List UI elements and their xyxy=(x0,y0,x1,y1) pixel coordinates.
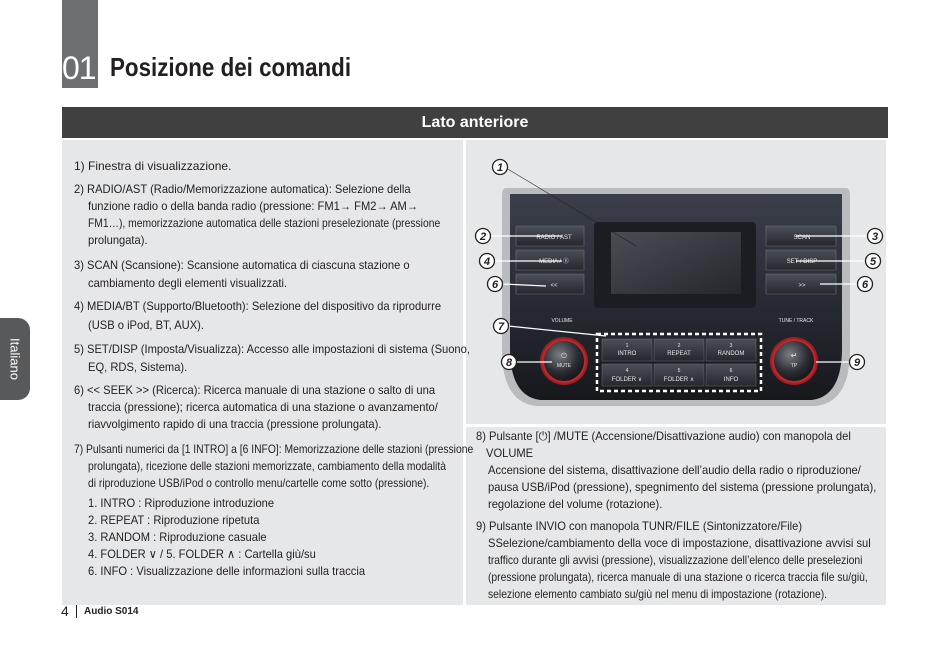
page-title: Posizione dei comandi xyxy=(110,52,352,82)
item-7-line-3: di riproduzione USB/iPod o controllo menu/cartelle come sotto (pressione). xyxy=(88,476,430,490)
svg-text:6: 6 xyxy=(861,279,869,291)
power-icon: ⏻ xyxy=(561,353,567,360)
callout-7 xyxy=(494,319,509,334)
item-5-line-2: EQ, RDS, Sistema). xyxy=(88,360,188,374)
enter-label: TP xyxy=(790,363,798,369)
item-6-line-2: traccia (pressione); ricerca automatica di una stazione o avanzamento/ xyxy=(88,400,438,414)
footer-divider xyxy=(76,605,77,618)
preset-4-num: 4 xyxy=(625,368,629,374)
item-9-line-3: traffico durante gli avvisi (pressione), visualizzazione dell’elenco delle preselezioni xyxy=(488,553,863,567)
preset-4-label: FOLDER ∨ xyxy=(611,377,643,383)
display-window xyxy=(611,232,741,294)
seek-forward-label: >> xyxy=(798,283,806,289)
preset-desc-4-5: 4. FOLDER ∨ / 5. FOLDER ∧ : Cartella giù/su xyxy=(88,547,316,561)
item-6-line-1: 6) << SEEK >> (Ricerca): Ricerca manuale di una stazione o salto di una xyxy=(74,383,436,397)
item-8-line-3: Accensione del sistema, disattivazione dell’audio della radio o riproduzione/ xyxy=(488,463,861,477)
svg-text:7: 7 xyxy=(497,321,505,333)
volume-label: VOLUME xyxy=(551,318,573,324)
callout-9 xyxy=(850,355,865,370)
item-2-line-3: FM1…), memorizzazione automatica delle stazioni preselezionate (pressione xyxy=(88,216,441,230)
language-tab[interactable] xyxy=(0,318,30,400)
svg-text:4: 4 xyxy=(483,256,491,268)
svg-text:6: 6 xyxy=(491,279,499,291)
item-8-line-1: 8) Pulsante [⏻] /MUTE (Accensione/Disattivazione audio) con manopola del xyxy=(476,429,851,443)
callout-8 xyxy=(502,355,517,370)
preset-6-num: 6 xyxy=(729,368,733,374)
mute-label: MUTE xyxy=(556,363,572,369)
chapter-number: 01 xyxy=(62,50,96,86)
media-bt-label: MEDIA / Ⓑ xyxy=(539,259,569,265)
item-4-line-2: (USB o iPod, BT, AUX). xyxy=(88,318,204,332)
preset-3-label: RANDOM xyxy=(717,351,745,357)
item-9-line-1: 9) Pulsante INVIO con manopola TUNR/FILE (Sintonizzatore/File) xyxy=(476,519,803,533)
scan-label: SCAN xyxy=(793,235,811,241)
svg-text:8: 8 xyxy=(505,357,513,369)
item-4-line-1: 4) MEDIA/BT (Supporto/Bluetooth): Selezione del dispositivo da riprodurre xyxy=(74,299,442,313)
item-9-line-5: selezione elemento cambiato su/giù nel menu di impostazione (rotazione). xyxy=(488,587,828,601)
item-2-line-1: 2) RADIO/AST (Radio/Memorizzazione automatica): Selezione della xyxy=(74,182,411,196)
document-title: Audio S014 xyxy=(84,606,139,617)
preset-1-label: INTRO xyxy=(617,351,637,357)
volume-knob[interactable] xyxy=(540,337,588,385)
preset-desc-3: 3. RANDOM : Riproduzione casuale xyxy=(88,530,267,544)
preset-2-num: 2 xyxy=(677,343,681,349)
enter-icon: ↵ xyxy=(790,351,798,360)
preset-desc-6: 6. INFO : Visualizzazione delle informazioni sulla traccia xyxy=(88,564,366,578)
svg-text:3: 3 xyxy=(871,231,879,243)
callout-3 xyxy=(868,229,883,244)
item-3-line-1: 3) SCAN (Scansione): Scansione automatica di ciascuna stazione o xyxy=(74,258,410,272)
item-2-line-2: funzione radio o della banda radio (pressione: FM1→ FM2→ AM→ xyxy=(88,199,419,213)
svg-text:5: 5 xyxy=(869,256,877,268)
item-5-line-1: 5) SET/DISP (Imposta/Visualizza): Accesso alle impostazioni di sistema (Suono, xyxy=(74,342,470,356)
preset-3-num: 3 xyxy=(729,343,733,349)
item-7-line-2: prolungata), ricezione delle stazioni memorizzate, cambiamento della modalità xyxy=(88,459,446,473)
seek-back-label: << xyxy=(550,283,558,289)
radio-ast-label: RADIO / AST xyxy=(536,235,572,241)
svg-text:2: 2 xyxy=(479,231,487,243)
svg-text:1: 1 xyxy=(496,162,504,174)
item-8-line-2: VOLUME xyxy=(486,446,534,460)
section-title: Lato anteriore xyxy=(62,107,888,138)
item-9-line-4: (pressione prolungata), ricerca manuale di una stazione o ricerca traccia file su/giù, xyxy=(488,570,868,584)
audio-unit-illustration xyxy=(466,140,886,424)
item-8-line-4: pausa USB/iPod (pressione), spegnimento del sistema (pressione prolungata), xyxy=(488,480,877,494)
preset-2-label: REPEAT xyxy=(667,351,691,357)
item-6-line-3: riavvolgimento rapido di una traccia (pressione prolungata). xyxy=(88,417,382,431)
tune-knob[interactable] xyxy=(770,337,818,385)
svg-text:9: 9 xyxy=(853,357,861,369)
callout-4 xyxy=(480,254,495,269)
item-9-line-2: SSelezione/cambiamento della voce di impostazione, disattivazione avvisi sul xyxy=(488,536,871,550)
callout-1 xyxy=(493,160,508,175)
preset-6-label: INFO xyxy=(723,377,739,383)
preset-5-label: FOLDER ∧ xyxy=(663,377,695,383)
item-1: 1) Finestra di visualizzazione. xyxy=(74,159,232,173)
item-8-line-5: regolazione del volume (rotazione). xyxy=(488,497,663,511)
callout-5 xyxy=(866,254,881,269)
page-number: 4 xyxy=(61,603,69,619)
item-3-line-2: cambiamento degli elementi visualizzati. xyxy=(88,276,288,290)
set-disp-label: SET / DISP xyxy=(786,259,818,265)
tune-track-label: TUNE / TRACK xyxy=(778,318,814,324)
preset-desc-2: 2. REPEAT : Riproduzione ripetuta xyxy=(88,513,260,527)
callout-6-right xyxy=(858,277,873,292)
language-tab-label: Italiano xyxy=(7,338,23,380)
preset-desc-1: 1. INTRO : Riproduzione introduzione xyxy=(88,496,275,510)
preset-1-num: 1 xyxy=(625,343,629,349)
callout-2 xyxy=(476,229,491,244)
item-7-line-1: 7) Pulsanti numerici da [1 INTRO] a [6 INFO]: Memorizzazione delle stazioni (pressione xyxy=(74,442,474,456)
item-2-line-4: prolungata). xyxy=(88,233,148,247)
callout-6-left xyxy=(488,277,503,292)
preset-5-num: 5 xyxy=(677,368,681,374)
